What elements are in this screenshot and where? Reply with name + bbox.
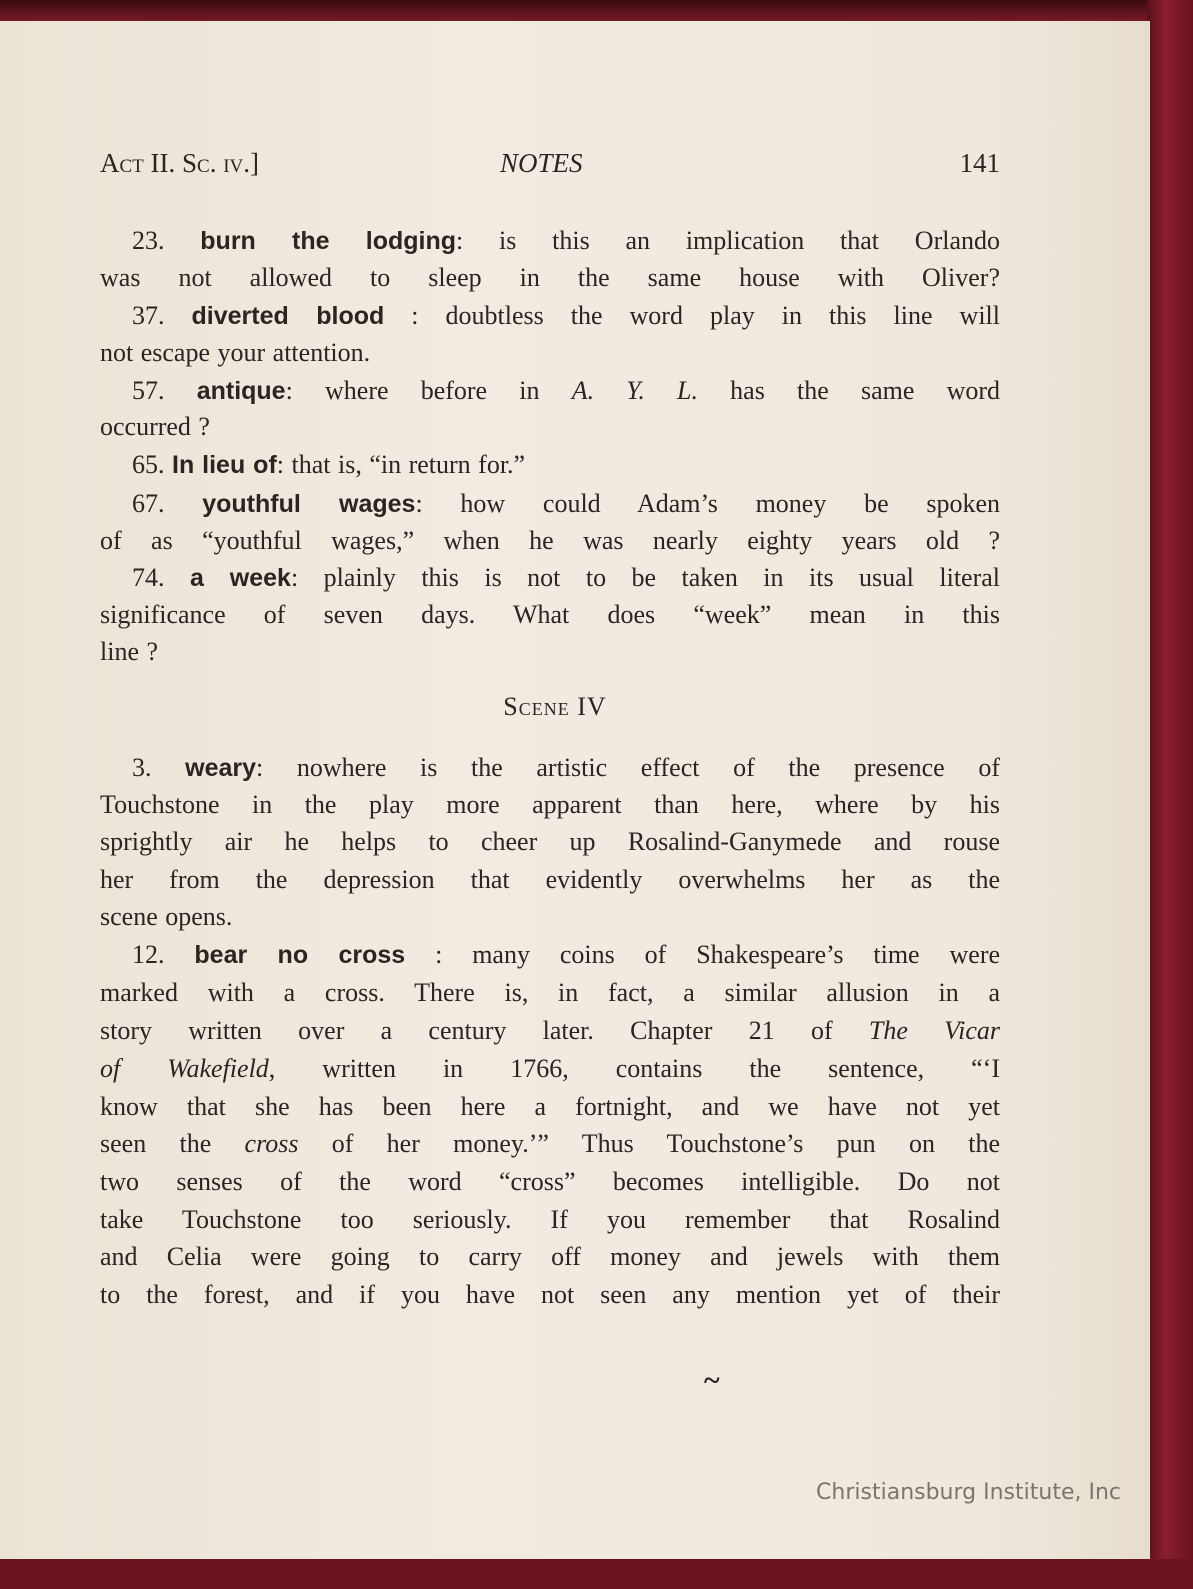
text-line	[100, 1092, 1000, 1122]
text-segment: 37.	[132, 301, 192, 330]
text-segment: know that she has been here a fortnight, and we have not yet	[100, 1092, 1000, 1121]
text-segment: sprightly air he helps to cheer up Rosalind-Ganymede and rouse	[100, 827, 1000, 856]
italic-text: The Vicar	[868, 1016, 1000, 1045]
note-term: weary	[185, 754, 257, 782]
text-segment: of her money.’” Thus Touchstone’s pun on the	[298, 1129, 1000, 1158]
text-segment: significance of seven days. What does “week” mean in this	[100, 600, 1000, 629]
text-line	[100, 412, 1000, 442]
text-line	[132, 940, 1000, 970]
text-line	[100, 790, 1000, 820]
text-segment: occurred ?	[100, 412, 210, 441]
text-segment: : doubtless the word play in this line will	[384, 301, 1001, 330]
text-segment: take Touchstone too seriously. If you remember that Rosalind	[100, 1205, 1000, 1234]
watermark: Christiansburg Institute, Inc	[816, 1480, 1121, 1505]
note-term: diverted blood	[191, 302, 385, 330]
text-segment: , written in 1766, contains the sentence, “‘I	[268, 1054, 1000, 1083]
text-segment: 23.	[132, 226, 201, 255]
text-line	[132, 563, 1000, 593]
text-line	[100, 1016, 1000, 1046]
text-line	[100, 1205, 1000, 1235]
text-segment: two senses of the word “cross” becomes intelligible. Do not	[100, 1167, 1000, 1196]
text-line	[100, 526, 1000, 556]
text-line	[100, 1129, 1000, 1159]
text-line	[100, 1242, 1000, 1272]
text-line	[132, 226, 1000, 256]
text-segment: : how could Adam’s money be spoken	[415, 489, 1000, 518]
text-segment: : is this an implication that Orlando	[456, 226, 1000, 255]
text-line	[132, 753, 1000, 783]
text-segment: : plainly this is not to be taken in its usual literal	[290, 563, 1001, 592]
text-line	[100, 338, 1000, 368]
text-segment: line ?	[100, 637, 159, 666]
text-segment: 3.	[132, 753, 186, 782]
text-line	[132, 376, 1000, 406]
text-line	[132, 450, 1000, 480]
text-line	[100, 978, 1000, 1008]
text-segment: and Celia were going to carry off money and jewels with them	[100, 1242, 1000, 1271]
text-segment: Touchstone in the play more apparent than here, where by his	[100, 790, 1000, 819]
text-segment: 65.	[132, 450, 172, 479]
text-segment: not escape your attention.	[100, 338, 371, 367]
printer-mark: ~	[704, 1364, 720, 1397]
book-cover-top	[0, 0, 1193, 22]
text-line	[132, 301, 1000, 331]
note-term: In lieu of	[172, 451, 277, 479]
text-line	[100, 1280, 1000, 1310]
text-segment: 57.	[132, 376, 197, 405]
note-term: bear no cross	[194, 941, 406, 969]
text-segment: 67.	[132, 489, 203, 518]
text-segment: : many coins of Shakespeare’s time were	[405, 940, 1001, 969]
text-segment: has the same word	[698, 376, 1001, 405]
text-segment: of as “youthful wages,” when he was nearly eighty years old ?	[100, 526, 1000, 555]
text-line	[100, 637, 1000, 667]
note-term: burn the lodging	[200, 227, 457, 255]
scene-heading: Scene IV	[503, 692, 607, 721]
text-segment: 12.	[132, 940, 195, 969]
italic-text: of Wakefield	[100, 1054, 269, 1083]
italic-text: A. Y. L.	[571, 376, 698, 405]
text-line	[100, 1054, 1000, 1084]
text-line	[100, 827, 1000, 857]
running-header	[100, 148, 1000, 182]
text-line	[100, 263, 1000, 293]
text-line	[132, 489, 1000, 519]
text-segment: : nowhere is the artistic effect of the presence of	[256, 753, 1001, 782]
text-segment: scene opens.	[100, 902, 233, 931]
text-line	[100, 865, 1000, 895]
italic-text: cross	[244, 1129, 299, 1158]
text-segment: : where before in	[285, 376, 572, 405]
text-line	[100, 902, 1000, 932]
text-segment: story written over a century later. Chapter 21 of	[100, 1016, 869, 1045]
text-segment: was not allowed to sleep in the same house with Oliver?	[100, 263, 1000, 292]
note-term: antique	[196, 377, 286, 405]
note-term: a week	[189, 564, 291, 592]
text-segment: marked with a cross. There is, in fact, a similar allusion in a	[100, 978, 1000, 1007]
text-segment: 74.	[132, 563, 190, 592]
text-line	[100, 1167, 1000, 1197]
text-segment: seen the	[100, 1129, 245, 1158]
note-term: youthful wages	[202, 490, 416, 518]
book-cover-right	[1147, 0, 1193, 1589]
text-line	[100, 600, 1000, 630]
text-segment: to the forest, and if you have not seen any mention yet of their	[100, 1280, 1000, 1309]
text-segment: : that is, “in return for.”	[276, 450, 526, 479]
header-title: NOTES	[500, 148, 583, 178]
header-section: Act II. Sc. iv.]	[100, 148, 259, 178]
page-number: 141	[959, 148, 1000, 178]
book-cover-bottom	[0, 1559, 1193, 1589]
text-segment: her from the depression that evidently overwhelms her as the	[100, 865, 1000, 894]
